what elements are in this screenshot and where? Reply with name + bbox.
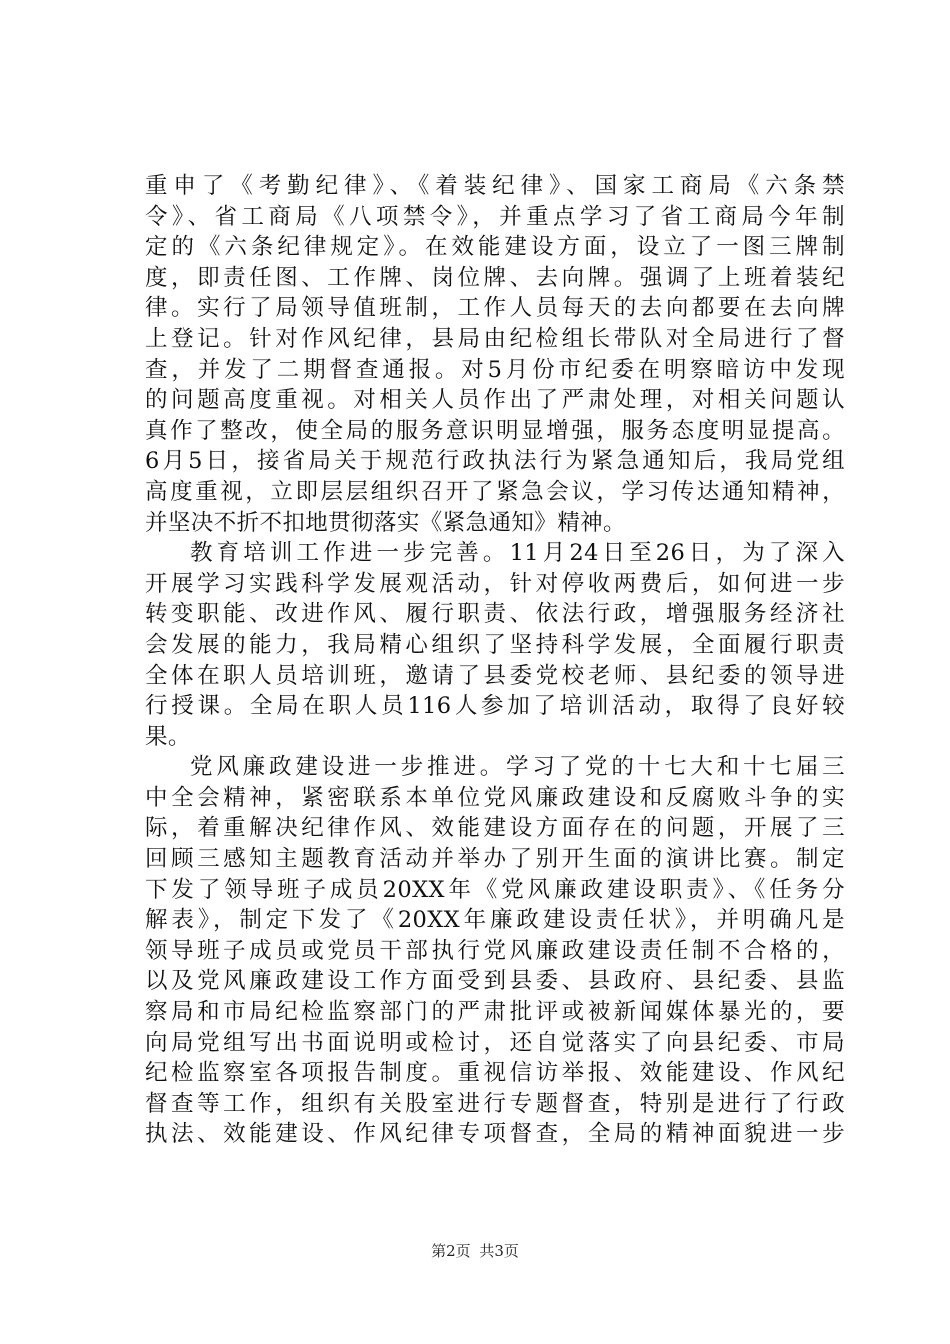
text-line: 真作了整改，使全局的服务意识明显增强，服务态度明显提高。 xyxy=(145,417,845,444)
paragraph-training xyxy=(145,538,845,752)
text-line: 转变职能、改进作风、履行职责、依法行政，增强服务经济社 xyxy=(145,601,845,628)
text-line: 重申了《考勤纪律》、《着装纪律》、国家工商局《六条禁 xyxy=(145,173,845,199)
text-line: 的问题高度重视。对相关人员作出了严肃处理，对相关问题认 xyxy=(145,387,845,414)
text-line: 开展学习实践科学发展观活动，针对停收两费后，如何进一步 xyxy=(145,570,845,597)
text-line: 行授课。全局在职人员116人参加了培训活动，取得了良好较 xyxy=(145,693,845,720)
text-line: 察局和市局纪检监察部门的严肃批评或被新闻媒体暴光的，要 xyxy=(145,999,845,1026)
text-line: 向局党组写出书面说明或检讨，还自觉落实了向县纪委、市局 xyxy=(145,1029,845,1056)
text-line: 领导班子成员或党员干部执行党风廉政建设责任制不合格的， xyxy=(145,937,845,964)
text-line: 定的《六条纪律规定》。在效能建设方面，设立了一图三牌制 xyxy=(145,234,845,261)
paragraph-integrity xyxy=(145,752,845,1150)
text-line: 上登记。针对作风纪律，县局由纪检组长带队对全局进行了督 xyxy=(145,325,845,352)
text-line: 果。 xyxy=(145,723,191,750)
text-line: 执法、效能建设、作风纪律专项督查，全局的精神面貌进一步 xyxy=(145,1121,845,1148)
text-line: 以及党风廉政建设工作方面受到县委、县政府、县纪委、县监 xyxy=(145,968,845,995)
text-line: 律。实行了局领导值班制，工作人员每天的去向都要在去向牌 xyxy=(145,295,845,322)
paragraph-discipline xyxy=(145,171,845,538)
text-line: 教育培训工作进一步完善。11月24日至26日，为了深入 xyxy=(190,540,845,567)
text-line: 际，着重解决纪律作风、效能建设方面存在的问题，开展了三 xyxy=(145,815,845,842)
document-body xyxy=(145,171,845,1150)
text-line: 并坚决不折不扣地贯彻落实《紧急通知》精神。 xyxy=(145,509,626,536)
text-line: 令》、省工商局《八项禁令》，并重点学习了省工商局今年制 xyxy=(145,203,845,230)
text-line: 全体在职人员培训班，邀请了县委党校老师、县纪委的领导进 xyxy=(145,662,845,689)
text-line: 督查等工作，组织有关股室进行专题督查，特别是进行了行政 xyxy=(145,1090,845,1117)
text-line: 查，并发了二期督查通报。对5月份市纪委在明察暗访中发现 xyxy=(145,356,845,383)
text-line: 下发了领导班子成员20XX年《党风廉政建设职责》、《任务分 xyxy=(145,876,845,903)
text-line: 会发展的能力，我局精心组织了坚持科学发展，全面履行职责 xyxy=(145,631,845,658)
text-line: 度，即责任图、工作牌、岗位牌、去向牌。强调了上班着装纪 xyxy=(145,264,845,291)
text-line: 回顾三感知主题教育活动并举办了别开生面的演讲比赛。制定 xyxy=(145,846,845,873)
text-line: 6月5日，接省局关于规范行政执法行为紧急通知后，我局党组 xyxy=(145,448,845,475)
page-number-footer: 第2页 共3页 xyxy=(431,1242,519,1260)
text-line: 党风廉政建设进一步推进。学习了党的十七大和十七届三 xyxy=(190,754,845,781)
text-line: 高度重视，立即层层组织召开了紧急会议，学习传达通知精神， xyxy=(145,478,845,505)
text-line: 纪检监察室各项报告制度。重视信访举报、效能建设、作风纪 xyxy=(145,1060,845,1087)
text-line: 解表》，制定下发了《20XX年廉政建设责任状》，并明确凡是 xyxy=(145,907,845,934)
text-line: 中全会精神，紧密联系本单位党风廉政建设和反腐败斗争的实 xyxy=(145,784,845,811)
